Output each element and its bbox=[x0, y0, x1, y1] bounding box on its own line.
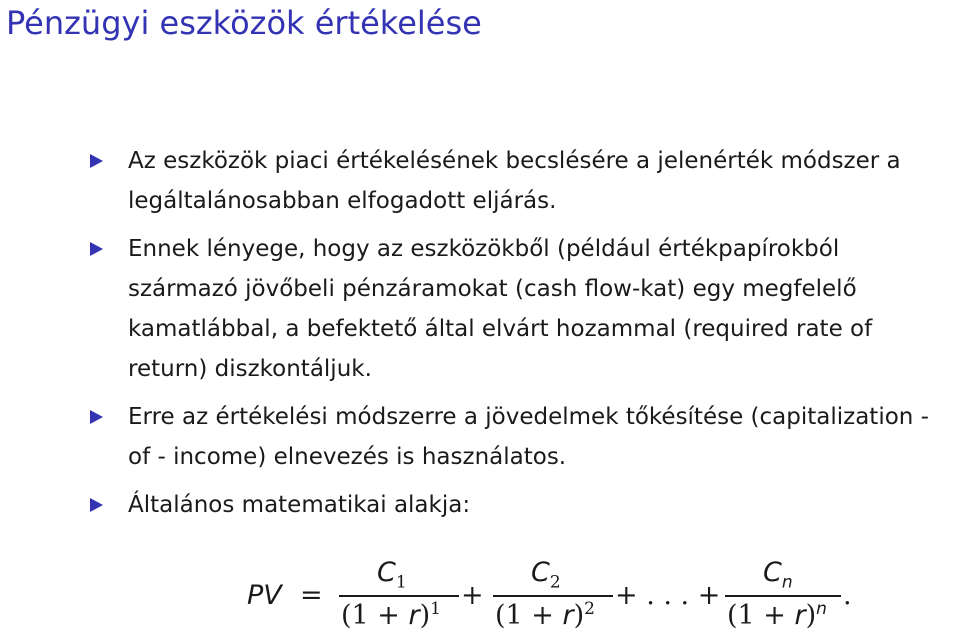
bullet-item bbox=[90, 485, 955, 525]
bullet-item bbox=[90, 397, 955, 477]
fraction-denominator: $(1 + r)^2$ bbox=[495, 599, 595, 631]
bullet-text: Ennek lényege, hogy az eszközökből (például értékpapírokból származó jövőbeli pénzáramokat (cash flow-kat) egy megfelelő kamatlábbal, a befektető által elvárt hozammal (required rate of return) diszkontáljuk. bbox=[128, 236, 873, 382]
fraction-term-2 bbox=[493, 555, 613, 635]
bullet-text: Erre az értékelési módszerre a jövedelmek tőkésítése (capitalization - of - income) elnevezés is használatos. bbox=[128, 404, 929, 470]
bullet-text: Az eszközök piaci értékelésének becslésére a jelenérték módszer a legáltalánosabban elfogadott eljárás. bbox=[128, 148, 901, 214]
bullet-triangle-icon bbox=[90, 154, 103, 168]
bullet-triangle-icon bbox=[90, 498, 103, 512]
bullet-triangle-icon bbox=[90, 410, 103, 424]
fraction-bar bbox=[725, 595, 841, 597]
formula-end-period: . bbox=[843, 580, 852, 611]
fraction-numerator: $C_1$ bbox=[377, 557, 407, 593]
bullet-list bbox=[90, 141, 955, 533]
formula-ellipsis: + . . . + bbox=[615, 580, 721, 611]
fraction-term-1 bbox=[339, 555, 459, 635]
formula-equals: = bbox=[300, 580, 323, 611]
bullet-item bbox=[90, 141, 955, 221]
slide-title: Pénzügyi eszközök értékelése bbox=[6, 4, 482, 42]
formula-plus: + bbox=[461, 580, 484, 611]
formula-lhs: PV bbox=[247, 580, 282, 611]
bullet-item bbox=[90, 229, 955, 389]
fraction-term-n bbox=[725, 555, 843, 635]
fraction-bar bbox=[493, 595, 613, 597]
bullet-text: Általános matematikai alakja: bbox=[128, 492, 471, 518]
fraction-denominator: $(1 + r)^n$ bbox=[727, 599, 827, 631]
fraction-numerator: $C_n$ bbox=[763, 557, 793, 593]
fraction-numerator: $C_2$ bbox=[531, 557, 561, 593]
fraction-denominator: $(1 + r)^1$ bbox=[341, 599, 441, 631]
fraction-bar bbox=[339, 595, 459, 597]
bullet-triangle-icon bbox=[90, 242, 103, 256]
